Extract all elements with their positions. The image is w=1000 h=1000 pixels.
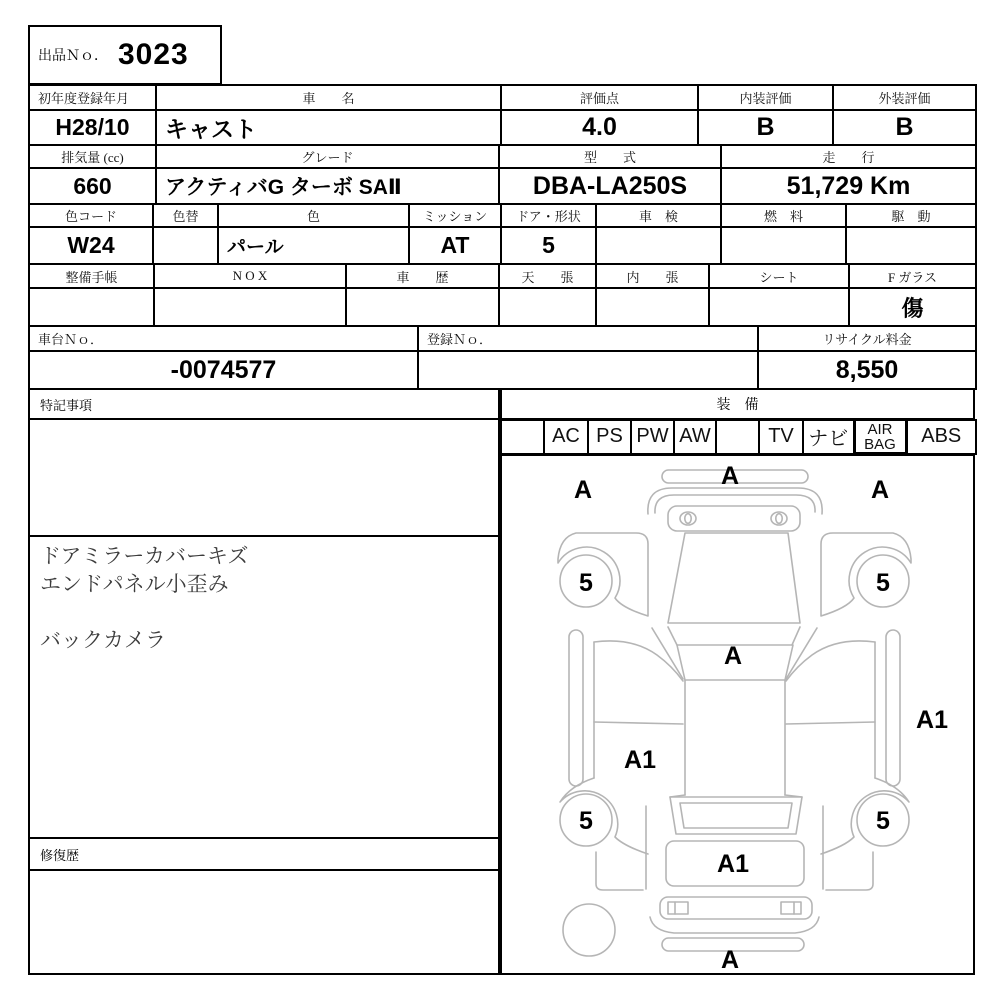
inspection-label: 車 検 — [596, 204, 721, 227]
transmission-label: ミッション — [409, 204, 501, 227]
exterior-grade-label: 外装評価 — [833, 85, 976, 110]
recycle-fee-value: 8,550 — [758, 351, 976, 389]
headliner-label: 天 張 — [499, 264, 596, 288]
color-change-label: 色替 — [153, 204, 218, 227]
color-value: パール — [218, 227, 409, 264]
chassis-no-value: -0074577 — [29, 351, 418, 389]
chassis-no-label: 車台Ｎｏ． — [29, 326, 418, 351]
headliner-value — [499, 288, 596, 326]
transmission-value: AT — [409, 227, 501, 264]
equipment-header: 装 備 — [500, 388, 975, 420]
equipment-cell-abs: ABS — [906, 420, 976, 454]
fuel-value — [721, 227, 846, 264]
car-history-label: 車 歴 — [346, 264, 499, 288]
drive-value — [846, 227, 976, 264]
equipment-cell-ps: PS — [588, 420, 631, 454]
car-outline-svg — [502, 456, 973, 973]
mileage-label: 走 行 — [721, 145, 976, 168]
exterior-grade-value: B — [833, 110, 976, 145]
mark-left-door: A1 — [624, 746, 656, 774]
seat-label: シート — [709, 264, 849, 288]
mark-front-bumper: A — [720, 462, 740, 490]
registration-no-label: 登録Ｎｏ． — [418, 326, 758, 351]
repair-history-body — [30, 871, 498, 971]
nox-value — [154, 288, 346, 326]
first-registration-label: 初年度登録年月 — [29, 85, 156, 110]
mark-rear-left-wheel: 5 — [579, 807, 593, 835]
notes-header: 特記事項 — [30, 390, 498, 420]
registration-no-value — [418, 351, 758, 389]
grade-label: グレード — [156, 145, 499, 168]
equipment-cell-ac: AC — [544, 420, 588, 454]
table-row-color — [28, 203, 977, 265]
car-damage-diagram — [500, 454, 975, 975]
mark-right-quarter: A1 — [916, 706, 948, 734]
color-code-label: 色コード — [29, 204, 153, 227]
note-line — [40, 599, 498, 627]
color-code-value: W24 — [29, 227, 153, 264]
interior-grade-label: 内装評価 — [698, 85, 833, 110]
door-trim-label: 内 張 — [596, 264, 709, 288]
equipment-table — [500, 418, 977, 455]
score-label: 評価点 — [501, 85, 698, 110]
car-name-label: 車 名 — [156, 85, 501, 110]
front-glass-label: F ガラス — [849, 264, 976, 288]
fuel-label: 燃 料 — [721, 204, 846, 227]
recycle-fee-label: リサイクル料金 — [758, 326, 976, 351]
grade-value: アクティバG ターボ SAⅡ — [156, 168, 499, 204]
mark-rear-end-panel: A1 — [717, 850, 749, 878]
first-registration-value: H28/10 — [29, 110, 156, 145]
doors-label: ドア・形状 — [501, 204, 596, 227]
mark-rear-bumper: A — [720, 946, 740, 973]
car-history-value — [346, 288, 499, 326]
mark-front-right-fender: A — [870, 476, 890, 504]
equipment-cell-blank1 — [501, 420, 544, 454]
equipment-cell-aw: AW — [674, 420, 716, 454]
equipment-cell-pw: PW — [631, 420, 674, 454]
car-name-value: キャスト — [156, 110, 501, 145]
displacement-label: 排気量 (cc) — [29, 145, 156, 168]
mileage-value: 51,729 Km — [721, 168, 976, 204]
table-row-chassis — [28, 325, 977, 390]
score-value: 4.0 — [501, 110, 698, 145]
lot-number-label: 出品Ｎｏ． — [38, 49, 108, 64]
lot-number-box — [28, 25, 222, 85]
model-code-label: 型 式 — [499, 145, 721, 168]
note-line: バックカメラ — [40, 629, 166, 652]
door-trim-value — [596, 288, 709, 326]
mark-rear-right-wheel: 5 — [876, 807, 890, 835]
note-line: ドアミラーカバーキズ — [40, 545, 249, 568]
seat-value — [709, 288, 849, 326]
nox-label: N O X — [154, 264, 346, 288]
mark-front-left-fender: A — [573, 476, 593, 504]
notes-empty-box — [30, 420, 498, 537]
color-label: 色 — [218, 204, 409, 227]
notes-body — [30, 537, 498, 839]
repair-history-header: 修復歴 — [30, 839, 498, 871]
color-change-value — [153, 227, 218, 264]
doors-value: 5 — [501, 227, 596, 264]
mark-front-left-wheel: 5 — [579, 569, 593, 597]
service-book-label: 整備手帳 — [29, 264, 154, 288]
front-glass-value: 傷 — [849, 288, 976, 326]
equipment-cell-airbag: AIR BAG — [854, 420, 906, 454]
mark-roof: A — [723, 642, 743, 670]
equipment-cell-navi: ナビ — [803, 420, 854, 454]
mark-front-right-wheel: 5 — [876, 569, 890, 597]
interior-grade-value: B — [698, 110, 833, 145]
lot-number-value: 3023 — [118, 38, 189, 71]
equipment-cell-blank2 — [716, 420, 759, 454]
model-code-value: DBA-LA250S — [499, 168, 721, 204]
table-row-spec — [28, 144, 977, 205]
displacement-value: 660 — [29, 168, 156, 204]
table-row-registration — [28, 84, 977, 146]
table-row-condition — [28, 263, 977, 327]
inspection-value — [596, 227, 721, 264]
service-book-value — [29, 288, 154, 326]
note-line: エンドパネル小歪み — [40, 573, 229, 596]
equipment-cell-tv: TV — [759, 420, 803, 454]
drive-label: 駆 動 — [846, 204, 976, 227]
notes-column — [28, 388, 500, 975]
car-outline — [558, 470, 911, 956]
